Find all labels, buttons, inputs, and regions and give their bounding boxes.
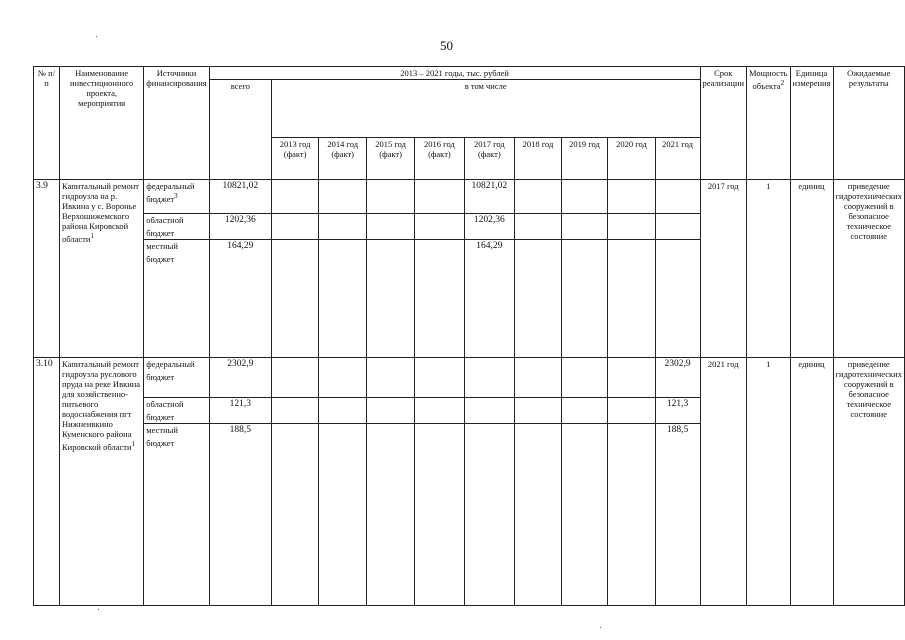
project-result: приведение гидротехнических сооружений в безопасное техническое состояние <box>833 357 905 605</box>
funding-source <box>144 214 209 240</box>
amount-year <box>366 423 414 605</box>
amount-year <box>271 357 319 397</box>
amount-year <box>515 214 562 240</box>
funding-source-text: федеральный бюджет <box>146 358 195 382</box>
amount-year <box>608 397 655 423</box>
amount-year <box>271 239 319 357</box>
amount-year <box>415 397 464 423</box>
amount-year <box>561 214 608 240</box>
capacity-footnote-mark: 2 <box>780 79 785 87</box>
funding-source-text: местный бюджет <box>146 240 178 264</box>
amount-2021: 121,3 <box>655 397 700 423</box>
header-total: всего <box>209 80 271 180</box>
amount-2017 <box>464 397 515 423</box>
amount-2021: 188,5 <box>655 423 700 605</box>
amount-total: 121,3 <box>209 397 271 423</box>
amount-year <box>366 214 414 240</box>
investment-table <box>33 66 905 606</box>
amount-year <box>366 357 414 397</box>
page-number: 50 <box>440 38 453 53</box>
amount-2021 <box>655 180 700 214</box>
amount-year <box>271 397 319 423</box>
funding-source <box>144 397 209 423</box>
amount-2021 <box>655 239 700 357</box>
funding-source <box>144 239 209 357</box>
project-unit: единиц <box>790 357 833 605</box>
footnote-mark: 1 <box>90 232 94 240</box>
amount-year <box>415 357 464 397</box>
funding-source <box>144 423 209 605</box>
project-unit: единиц <box>790 180 833 358</box>
header-source: Источники финансирования <box>144 67 209 180</box>
project-capacity: 1 <box>747 180 791 358</box>
amount-year <box>319 397 367 423</box>
amount-total: 188,5 <box>209 423 271 605</box>
amount-year <box>515 239 562 357</box>
amount-year <box>561 239 608 357</box>
amount-year <box>608 239 655 357</box>
header-period: 2013 – 2021 годы, тыс. рублей <box>209 67 700 80</box>
amount-year <box>271 214 319 240</box>
amount-2017: 1202,36 <box>464 214 515 240</box>
amount-year <box>319 239 367 357</box>
amount-2017: 10821,02 <box>464 180 515 214</box>
table-row <box>34 357 905 397</box>
header-num: № п/п <box>34 67 60 180</box>
footnote-mark: 1 <box>131 439 136 448</box>
footnote-mark: 3 <box>174 192 178 200</box>
amount-year <box>561 357 608 397</box>
project-name-text: Капитальный ремонт гидроузла руслового пруда на реке Ивкина для хозяйственно-питьевого водоснабжения пгт Нижнеивкино Куменского района Кировской области <box>62 358 141 452</box>
project-name-text: Капитальный ремонт гидроузла на р. Ивкина у с. Воронье Верхошижемского района Кировской области <box>62 181 139 244</box>
header-term: Срок реализации <box>700 67 747 180</box>
header-year: 2015 год (факт) <box>366 138 414 180</box>
funding-source <box>144 357 209 397</box>
funding-source <box>144 180 209 214</box>
header-result: Ожидаемые результаты <box>833 67 905 180</box>
amount-year <box>608 357 655 397</box>
amount-year <box>415 239 464 357</box>
amount-total: 164,29 <box>209 239 271 357</box>
amount-year <box>608 180 655 214</box>
project-num: 3.9 <box>34 180 60 358</box>
header-name: Наименование инвестиционного проекта, мероприятия <box>60 67 144 180</box>
amount-total: 10821,02 <box>209 180 271 214</box>
header-year: 2019 год <box>561 138 608 180</box>
amount-year <box>319 180 367 214</box>
funding-source-text: федеральный бюджет <box>146 181 195 204</box>
amount-year <box>415 423 464 605</box>
header-year: 2016 год (факт) <box>415 138 464 180</box>
amount-2021 <box>655 214 700 240</box>
funding-source-text: местный бюджет <box>146 424 178 448</box>
amount-year <box>515 397 562 423</box>
project-name <box>60 357 144 605</box>
project-capacity: 1 <box>747 357 791 605</box>
amount-year <box>319 357 367 397</box>
header-capacity: Мощность объекта$^2$ <box>747 67 791 180</box>
header-unit: Единица измерения <box>790 67 833 180</box>
amount-2017: 164,29 <box>464 239 515 357</box>
amount-year <box>561 397 608 423</box>
amount-total: 1202,36 <box>209 214 271 240</box>
amount-year <box>271 180 319 214</box>
funding-source-text: областной бюджет <box>146 398 184 422</box>
amount-year <box>366 239 414 357</box>
project-term: 2021 год <box>700 357 747 605</box>
amount-2021: 2302,9 <box>655 357 700 397</box>
amount-total: 2302,9 <box>209 357 271 397</box>
header-year: 2014 год (факт) <box>319 138 367 180</box>
table-row <box>34 180 905 214</box>
header-year: 2013 год (факт) <box>271 138 319 180</box>
amount-year <box>271 423 319 605</box>
amount-year <box>515 357 562 397</box>
header-year: 2020 год <box>608 138 655 180</box>
header-year: 2018 год <box>515 138 562 180</box>
project-name <box>60 180 144 358</box>
amount-year <box>415 214 464 240</box>
header-including: в том числе <box>271 80 700 138</box>
project-term: 2017 год <box>700 180 747 358</box>
amount-year <box>515 423 562 605</box>
amount-year <box>515 180 562 214</box>
amount-year <box>608 214 655 240</box>
header-year: 2017 год (факт) <box>464 138 515 180</box>
amount-year <box>415 180 464 214</box>
amount-year <box>608 423 655 605</box>
amount-year <box>366 397 414 423</box>
project-result: приведение гидротехнических сооружений в безопасное техническое состояние <box>833 180 905 358</box>
amount-year <box>561 180 608 214</box>
funding-source-text: областной бюджет <box>146 215 184 238</box>
header-year: 2021 год <box>655 138 700 180</box>
amount-2017 <box>464 423 515 605</box>
amount-year <box>319 214 367 240</box>
amount-year <box>319 423 367 605</box>
amount-year <box>366 180 414 214</box>
amount-2017 <box>464 357 515 397</box>
project-num: 3.10 <box>34 357 60 605</box>
amount-year <box>561 423 608 605</box>
